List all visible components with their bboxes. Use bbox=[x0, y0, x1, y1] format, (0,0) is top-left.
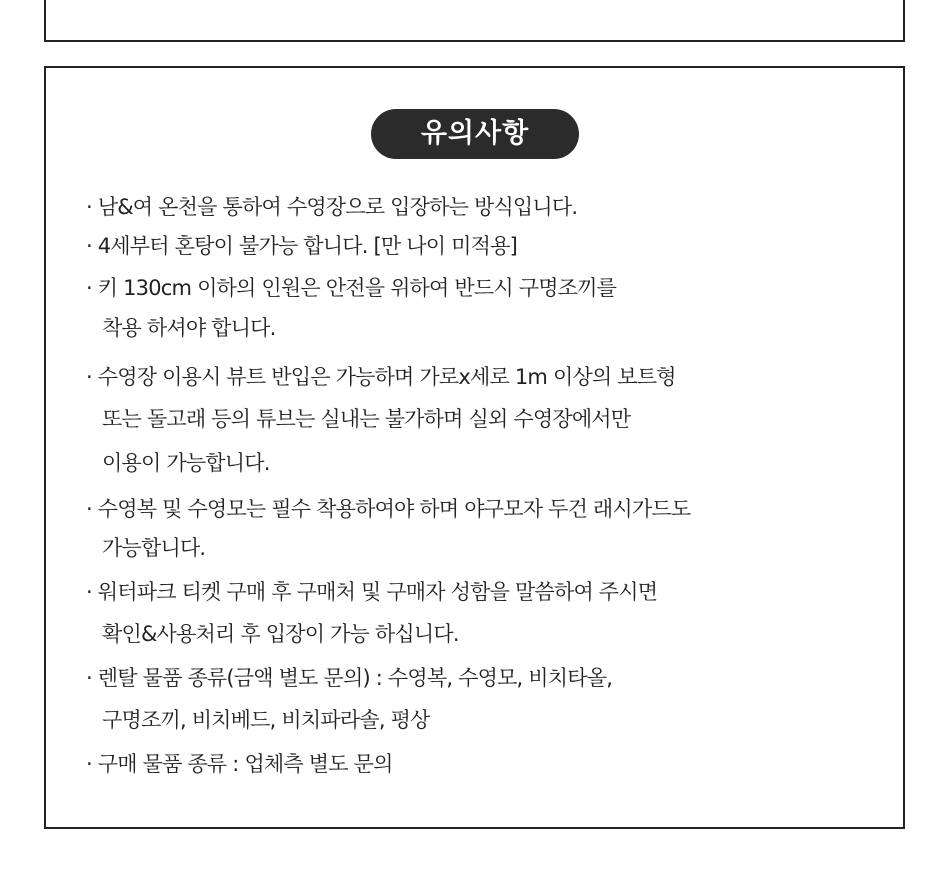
notice-line: · 4세부터 혼탕이 불가능 합니다. [만 나이 미적용] bbox=[86, 234, 517, 258]
notice-line: · 수영복 및 수영모는 필수 착용하여야 하며 야구모자 두건 래시가드도 bbox=[86, 497, 691, 521]
notice-title-badge: 유의사항 bbox=[371, 109, 579, 159]
notice-line: · 워터파크 티켓 구매 후 구매처 및 구매자 성함을 말씀하여 주시면 bbox=[86, 580, 658, 604]
notice-line-continued: 또는 돌고래 등의 튜브는 실내는 불가하며 실외 수영장에서만 bbox=[102, 407, 631, 431]
notice-line: · 렌탈 물품 종류(금액 별도 문의) : 수영복, 수영모, 비치타올, bbox=[86, 666, 613, 690]
notice-line-continued: 가능합니다. bbox=[102, 536, 206, 560]
notice-line-continued: 착용 하셔야 합니다. bbox=[102, 316, 276, 340]
previous-section-box bbox=[44, 0, 905, 42]
notice-line: · 수영장 이용시 뷰트 반입은 가능하며 가로x세로 1m 이상의 보트형 bbox=[86, 365, 676, 389]
notice-line: · 남&여 온천을 통하여 수영장으로 입장하는 방식입니다. bbox=[86, 195, 578, 219]
notice-line-continued: 구명조끼, 비치베드, 비치파라솔, 평상 bbox=[102, 708, 430, 732]
notice-line: · 키 130cm 이하의 인원은 안전을 위하여 반드시 구명조끼를 bbox=[86, 276, 617, 300]
notice-line-continued: 확인&사용처리 후 입장이 가능 하십니다. bbox=[102, 622, 459, 646]
notice-line-continued: 이용이 가능합니다. bbox=[102, 451, 270, 475]
notice-line: · 구매 물품 종류 : 업체측 별도 문의 bbox=[86, 752, 393, 776]
